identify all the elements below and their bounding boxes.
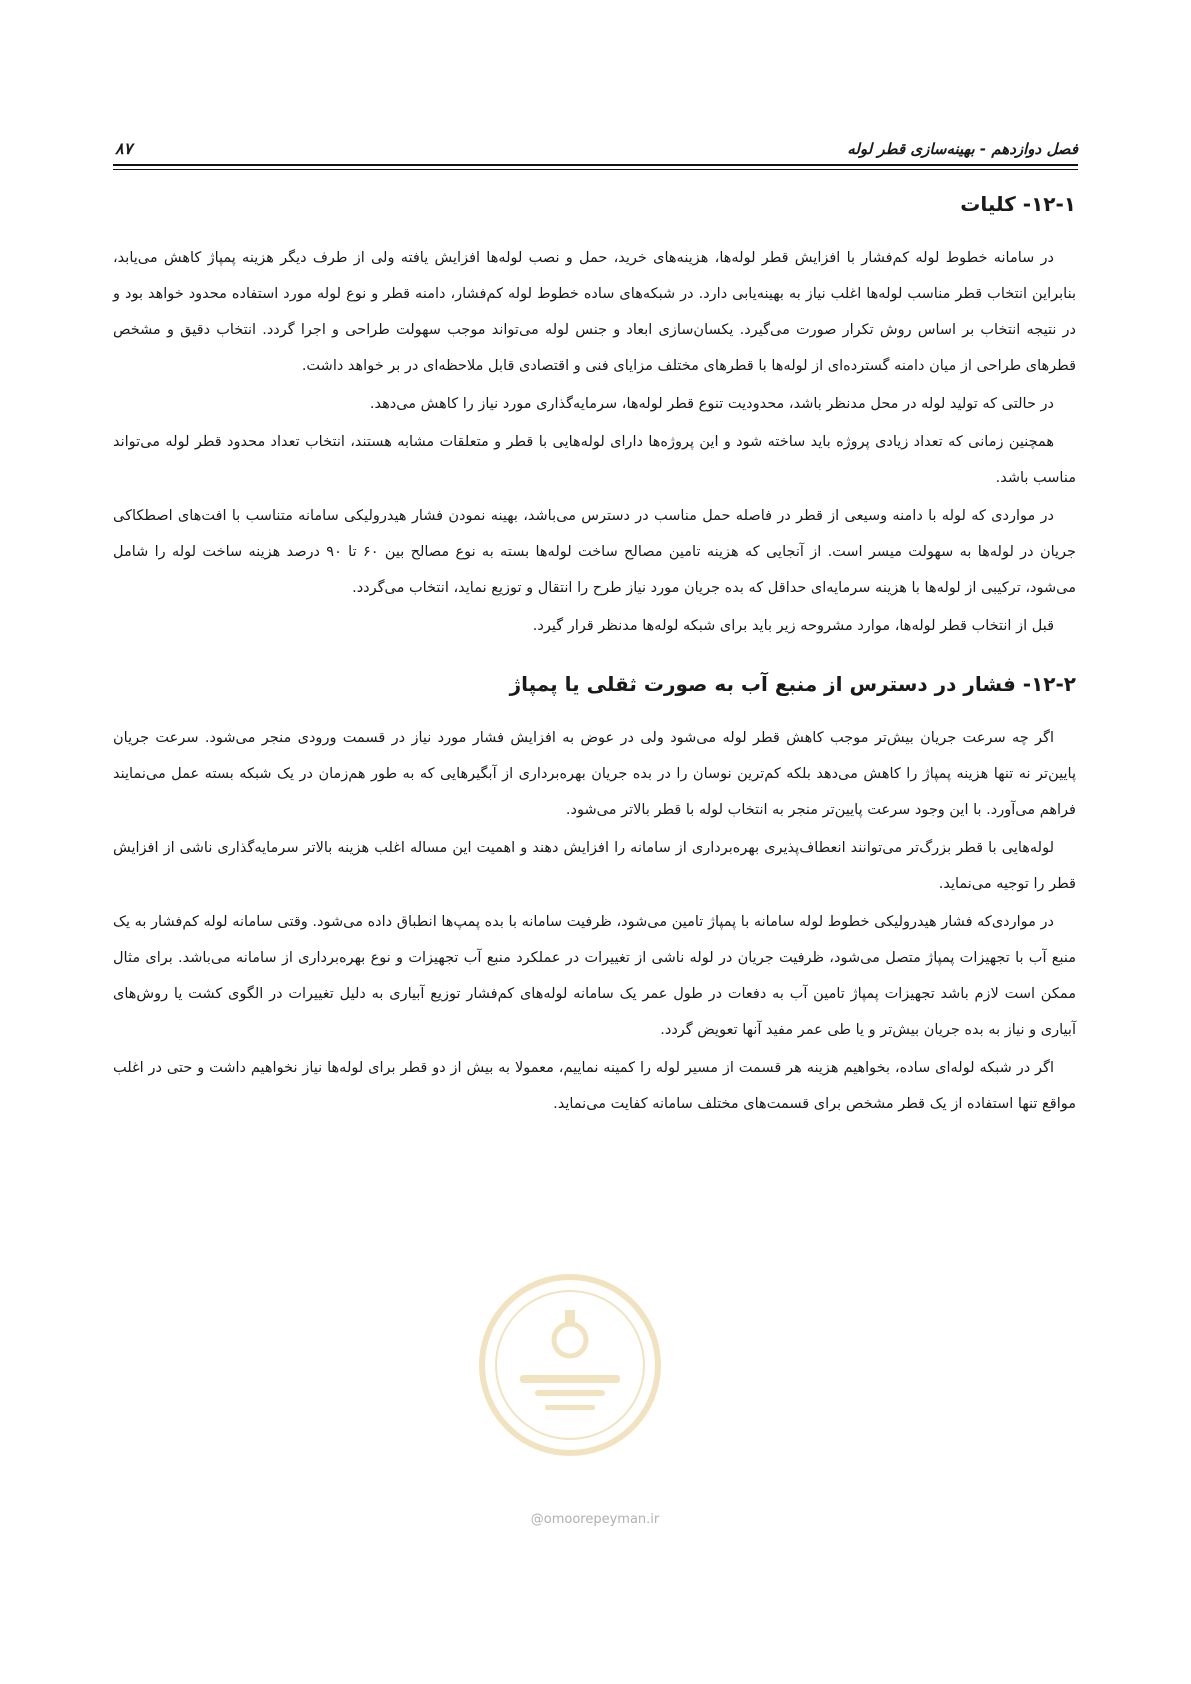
running-head (115, 128, 1078, 158)
header-rule-thick (113, 164, 1078, 166)
section-heading-general: ۱۲-۱- کلیات (960, 192, 1076, 216)
paragraph: در سامانه خطوط لوله کم‌فشار با افزایش قطر لوله‌ها، هزینه‌های خرید، حمل و نصب لوله‌ها افزایش یافته ولی از طرف دیگر هزینه پمپاژ کاهش می‌یابد، بنابراین انتخاب قطر مناسب لوله‌ها اغلب نیاز به بهینه‌یابی دارد. در شبکه‌های ساده خطوط لوله کم‌فشار، دامنه قطر و نوع لوله مورد استفاده محدود خواهد بود و در نتیجه انتخاب بر اساس روش تکرار صورت می‌گیرد. یکسان‌سازی ابعاد و جنس لوله می‌تواند موجب سهولت طراحی و اجرا گردد. انتخاب دقیق و مشخص قطرهای طراحی از میان دامنه گسترده‌ای از لوله‌ها با قطرهای مختلف مزایای فنی و اقتصادی قابل ملاحظه‌ای در بر خواهد داشت. (113, 250, 1076, 374)
paragraph: لوله‌هایی با قطر بزرگ‌تر می‌توانند انعطاف‌پذیری بهره‌برداری از سامانه را افزایش دهند و اهمیت این مساله اغلب هزینه بالاتر سرمایه‌گذاری ناشی از افزایش قطر را توجیه می‌نماید. (113, 840, 1076, 892)
section-heading-pressure: ۱۲-۲- فشار در دسترس از منبع آب به صورت ثقلی یا پمپاژ (509, 672, 1076, 696)
paragraph: همچنین زمانی که تعداد زیادی پروژه باید ساخته شود و این پروژه‌ها دارای لوله‌هایی با قطر و متعلقات مشابه هستند، انتخاب تعداد محدود قطر لوله می‌تواند مناسب باشد. (113, 434, 1076, 486)
page-number: ۸۷ (115, 139, 133, 158)
paragraph: در مواردی‌که فشار هیدرولیکی خطوط لوله سامانه با پمپاژ تامین می‌شود، ظرفیت سامانه با بده پمپ‌ها انطباق داده می‌شود. وقتی سامانه لوله کم‌فشار به یک منبع آب با تجهیزات پمپاژ متصل می‌شود، ظرفیت جریان در لوله ناشی از تغییرات در عملکرد منبع آب تجهیزات و نوع بهره‌برداری از سامانه می‌باشد. برای مثال ممکن است لازم باشد تجهیزات پمپاژ تامین آب به دفعات در طول عمر یک سامانه لوله‌های کم‌فشار توزیع آبیاری به دلیل تغییرات در الگوی کشت یا روش‌های آبیاری و نیاز به بده جریان بیش‌تر و یا طی عمر مفید آنها تعویض گردد. (113, 914, 1076, 1038)
paragraph: در حالتی که تولید لوله در محل مدنظر باشد، محدودیت تنوع قطر لوله‌ها، سرمایه‌گذاری مورد نیاز را کاهش می‌دهد. (369, 396, 1054, 412)
emblem-icon (475, 1270, 665, 1460)
paragraph: در مواردی که لوله با دامنه وسیعی از قطر در فاصله حمل مناسب در دسترس می‌باشد، بهینه نمودن فشار هیدرولیکی سامانه متناسب با افت‌های اصطکاکی جریان در لوله‌ها به سهولت میسر است. از آنجایی که هزینه تامین مصالح ساخت لوله‌ها بسته به نوع مصالح بین ۶۰ تا ۹۰ درصد هزینه ساخت لوله را شامل می‌شود، ترکیبی از لوله‌ها با هزینه سرمایه‌ای حداقل که بده جریان مورد نیاز طرح را انتقال و توزیع نماید، انتخاب می‌گردد. (113, 508, 1077, 596)
body-content (113, 190, 1076, 1124)
header-rule-thin (113, 169, 1078, 170)
chapter-title: فصل دوازدهم - بهینه‌سازی قطر لوله (847, 140, 1078, 158)
paragraph: اگر چه سرعت جریان بیش‌تر موجب کاهش قطر لوله می‌شود ولی در عوض به افزایش فشار مورد نیاز در قسمت ورودی منجر می‌شود. سرعت جریان پایین‌تر نه تنها هزینه پمپاژ را کاهش می‌دهد بلکه کم‌ترین نوسان را در بده جریان بهره‌برداری از آبگیرهایی که به طور هم‌زمان در یک شبکه بسته عمل می‌نمایند فراهم می‌آورد. با این وجود سرعت پایین‌تر منجر به انتخاب لوله با قطر بالاتر می‌شود. (113, 730, 1076, 818)
paragraph: اگر در شبکه لوله‌ای ساده، بخواهیم هزینه هر قسمت از مسیر لوله را کمینه نماییم، معمولا به بیش از دو قطر برای لوله‌ها نیاز نخواهیم داشت و حتی در اغلب مواقع تنها استفاده از یک قطر مشخص برای قسمت‌های مختلف سامانه کفایت می‌نماید. (113, 1060, 1076, 1112)
watermark-url: @omoorepeyman.ir (530, 1512, 660, 1527)
paragraph: قبل از انتخاب قطر لوله‌ها، موارد مشروحه زیر باید برای شبکه لوله‌ها مدنظر قرار گیرد. (532, 618, 1054, 634)
